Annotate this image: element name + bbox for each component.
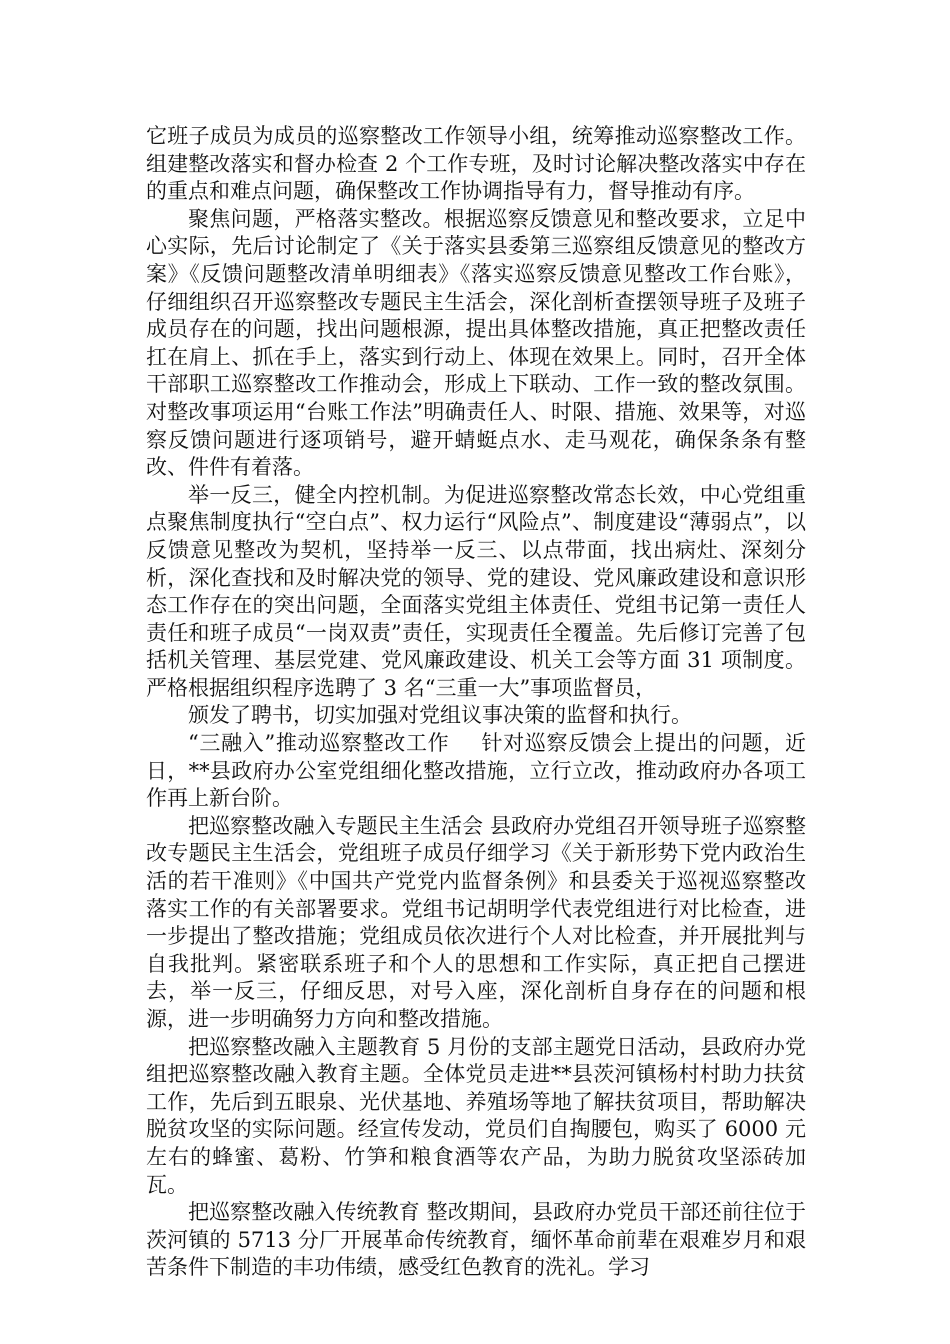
paragraph-5 [146,730,806,813]
paragraph-1: 它班子成员为成员的巡察整改工作领导小组，统筹推动巡察整改工作。组建整改落实和督办检查 2 个工作专班，及时讨论解决整改落实中存在的重点和难点问题，确保整改工作协调指导有力，督导推动有序。 [146,124,806,204]
paragraph-8: 把巡察整改融入传统教育 整改期间，县政府办党员干部还前往位于茨河镇的 5713 分厂开展革命传统教育，缅怀革命前辈在艰难岁月和艰苦条件下制造的丰功伟绩，感受红色教育的洗礼。学习 [146,1200,806,1280]
document-body [146,123,806,1282]
section-heading-san-rongru: “三融入”推动巡察整改工作 [188,731,450,756]
paragraph-3: 举一反三，健全内控机制。为促进巡察整改常态长效，中心党组重点聚焦制度执行“空白点”、权力运行“风险点”、制度建设“薄弱点”，以反馈意见整改为契机，坚持举一反三、以点带面，找出病灶、深刻分析，深化查找和及时解决党的领导、党的建设、党风廉政建设和意识形态工作存在的突出问题，全面落实党组主体责任、党组书记第一责任人责任和班子成员“一岗双责”责任，实现责任全覆盖。先后修订完善了包括机关管理、基层党建、党风廉政建设、机关工会等方面 31 项制度。严格根据组织程序选聘了 3 名“三重一大”事项监督员， [146,482,806,700]
paragraph-2: 聚焦问题，严格落实整改。根据巡察反馈意见和整改要求，立足中心实际，先后讨论制定了《关于落实县委第三巡察组反馈意见的整改方案》《反馈问题整改清单明细表》《落实巡察反馈意见整改工作台账》，仔细组织召开巡察整改专题民主生活会，深化剖析查摆领导班子及班子成员存在的问题，找出问题根源，提出具体整改措施，真正把整改责任扛在肩上、抓在手上，落实到行动上、体现在效果上。同时，召开全体干部职工巡察整改工作推动会，形成上下联动、工作一致的整改氛围。对整改事项运用“台账工作法”明确责任人、时限、措施、效果等，对巡察反馈问题进行逐项销号，避开蜻蜓点水、走马观花，确保条条有整改、件件有着落。 [146,206,806,480]
paragraph-6: 把巡察整改融入专题民主生活会 县政府办党组召开领导班子巡察整改专题民主生活会，党组班子成员仔细学习《关于新形势下党内政治生活的若干准则》《中国共产党党内监督条例》和县委关于巡视巡察整改落实工作的有关部署要求。党组书记胡明学代表党组进行对比检查，进一步提出了整改措施；党组成员依次进行个人对比检查，并开展批判与自我批判。紧密联系班子和个人的思想和工作实际，真正把自己摆进去，举一反三，仔细反思，对号入座，深化剖析自身存在的问题和根源，进一步明确努力方向和整改措施。 [146,813,806,1031]
paragraph-5-body: 针对巡察反馈会上提出的问题，近日，**县政府办公室党组细化整改措施，立行立改，推动政府办各项工作再上新台阶。 [146,731,806,811]
paragraph-7: 把巡察整改融入主题教育 5 月份的支部主题党日活动，县政府办党组把巡察整改融入教育主题。全体党员走进**县茨河镇杨村村助力扶贫工作，先后到五眼泉、光伏基地、养殖场等地了解扶贫项目，帮助解决脱贫攻坚的实际问题。经宣传发动，党员们自掏腰包，购买了 6000 元左右的蜂蜜、葛粉、竹笋和粮食酒等农产品，为助力脱贫攻坚添砖加瓦。 [146,1034,806,1197]
paragraph-4: 颁发了聘书，切实加强对党组议事决策的监督和执行。 [188,703,692,728]
